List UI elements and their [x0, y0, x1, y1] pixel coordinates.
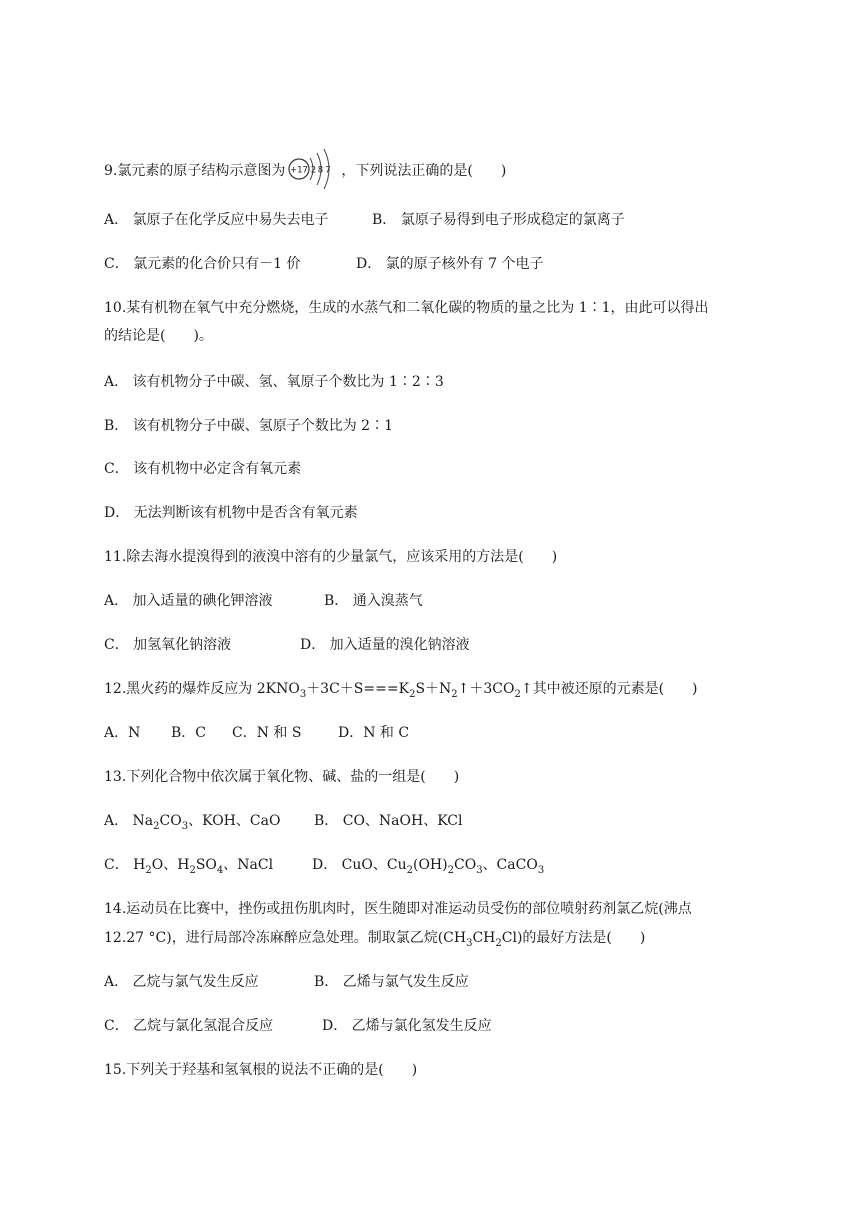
q9-nucleus-charge: +17	[290, 165, 309, 176]
q9-options-row-1	[104, 210, 625, 230]
q14-formula: $_3CH_2$	[466, 930, 502, 949]
q11-options-row-1	[104, 591, 423, 611]
q10-option-a: A． 该有机物分子中碳、氢、氧原子个数比为 1∶2∶3	[104, 374, 444, 390]
q13-option-c: C． $H_2O$、$H_2SO_4$、NaCl	[104, 857, 274, 876]
q14-stem-line-2	[104, 928, 645, 954]
q14-stem-line-2-after: Cl)的最好方法是( )	[501, 930, 646, 946]
q14-option-c: C． 乙烷与氯化氢混合反应	[104, 1018, 274, 1034]
q11-option-a: A． 加入适量的碘化钾溶液	[104, 593, 273, 609]
q10-option-c: C． 该有机物中必定含有氧元素	[104, 461, 302, 477]
q11-options-row-2	[104, 635, 470, 655]
q9-option-a: A． 氯原子在化学反应中易失去电子	[104, 212, 329, 228]
q10-stem-line-1: 10.某有机物在氧气中充分燃烧，生成的水蒸气和二氧化碳的物质的量之比为 1∶1，由此可以得出	[104, 300, 709, 316]
q14-options-row-1	[104, 972, 469, 992]
q9-shell-2: 8	[318, 165, 324, 176]
q13-option-a: A． $Na_2CO_3$、KOH、CaO	[104, 813, 281, 832]
q12-options-row	[104, 723, 410, 743]
q11-option-c: C． 加氢氧化钠溶液	[104, 637, 232, 653]
q13-options-row-1	[104, 811, 463, 837]
q10-stem-line-2: 的结论是( )。	[104, 328, 213, 344]
q9-stem	[104, 146, 506, 196]
q11-option-d: D． 加入适量的溴化钠溶液	[300, 637, 470, 653]
q14-option-d: D． 乙烯与氯化氢发生反应	[322, 1018, 492, 1034]
q12-option-d: D．N 和 C	[338, 725, 410, 741]
q9-option-d: D． 氯的原子核外有 7 个电子	[356, 256, 544, 272]
q9-stem-after: ，下列说法正确的是( )	[341, 163, 507, 179]
q11-stem: 11.除去海水提溴得到的液溴中溶有的少量氯气，应该采用的方法是( )	[104, 549, 558, 565]
q9-shell-1: 2	[311, 165, 317, 176]
q14-option-a: A． 乙烷与氯气发生反应	[104, 974, 259, 990]
q12-option-b: B．C	[171, 725, 206, 741]
q13-option-b: B． CO、NaOH、KCl	[314, 813, 463, 829]
q12-equation: $_3+3C+S===K_2S+N_2↑+3CO_2↑$	[299, 681, 533, 700]
q9-stem-before: 9.氯元素的原子结构示意图为	[104, 163, 286, 179]
q9-option-b: B． 氯原子易得到电子形成稳定的氯离子	[372, 212, 625, 228]
q14-options-row-2	[104, 1016, 492, 1036]
q10-option-d: D． 无法判断该有机物中是否含有氧元素	[104, 505, 358, 521]
q9-options-row-2	[104, 254, 544, 274]
q14-stem-line-1: 14.运动员在比赛中，挫伤或扭伤肌肉时，医生随即对准运动员受伤的部位喷射药剂氯乙烷(沸点	[104, 901, 692, 917]
q12-option-c: C．N 和 S	[232, 725, 302, 741]
q10-option-b: B． 该有机物分子中碳、氢原子个数比为 2∶1	[104, 418, 394, 434]
q13-options-row-2	[104, 855, 545, 881]
q15-stem: 15.下列关于羟基和氢氧根的说法不正确的是( )	[104, 1062, 418, 1078]
q12-stem-before: 12.黑火药的爆炸反应为 2KNO	[104, 681, 300, 697]
q13-stem: 13.下列化合物中依次属于氧化物、碱、盐的一组是( )	[104, 769, 460, 785]
q13-option-d: D． CuO、$Cu_2(OH)_2CO_3$、CaCO$_3$	[312, 857, 545, 876]
q14-stem-line-2-before: 12.27 °C)，进行局部冷冻麻醉应急处理。制取氯乙烷(CH	[104, 930, 467, 946]
q14-option-b: B． 乙烯与氯气发生反应	[314, 974, 469, 990]
chlorine-atom-structure-diagram	[287, 144, 339, 194]
q12-option-a: A．N	[104, 725, 141, 741]
q12-stem-after: 其中被还原的元素是( )	[532, 681, 698, 697]
q9-shell-3: 7	[325, 165, 332, 176]
q12-stem	[104, 679, 698, 705]
q11-option-b: B． 通入溴蒸气	[324, 593, 423, 609]
q9-option-c: C． 氯元素的化合价只有－1 价	[104, 256, 301, 272]
